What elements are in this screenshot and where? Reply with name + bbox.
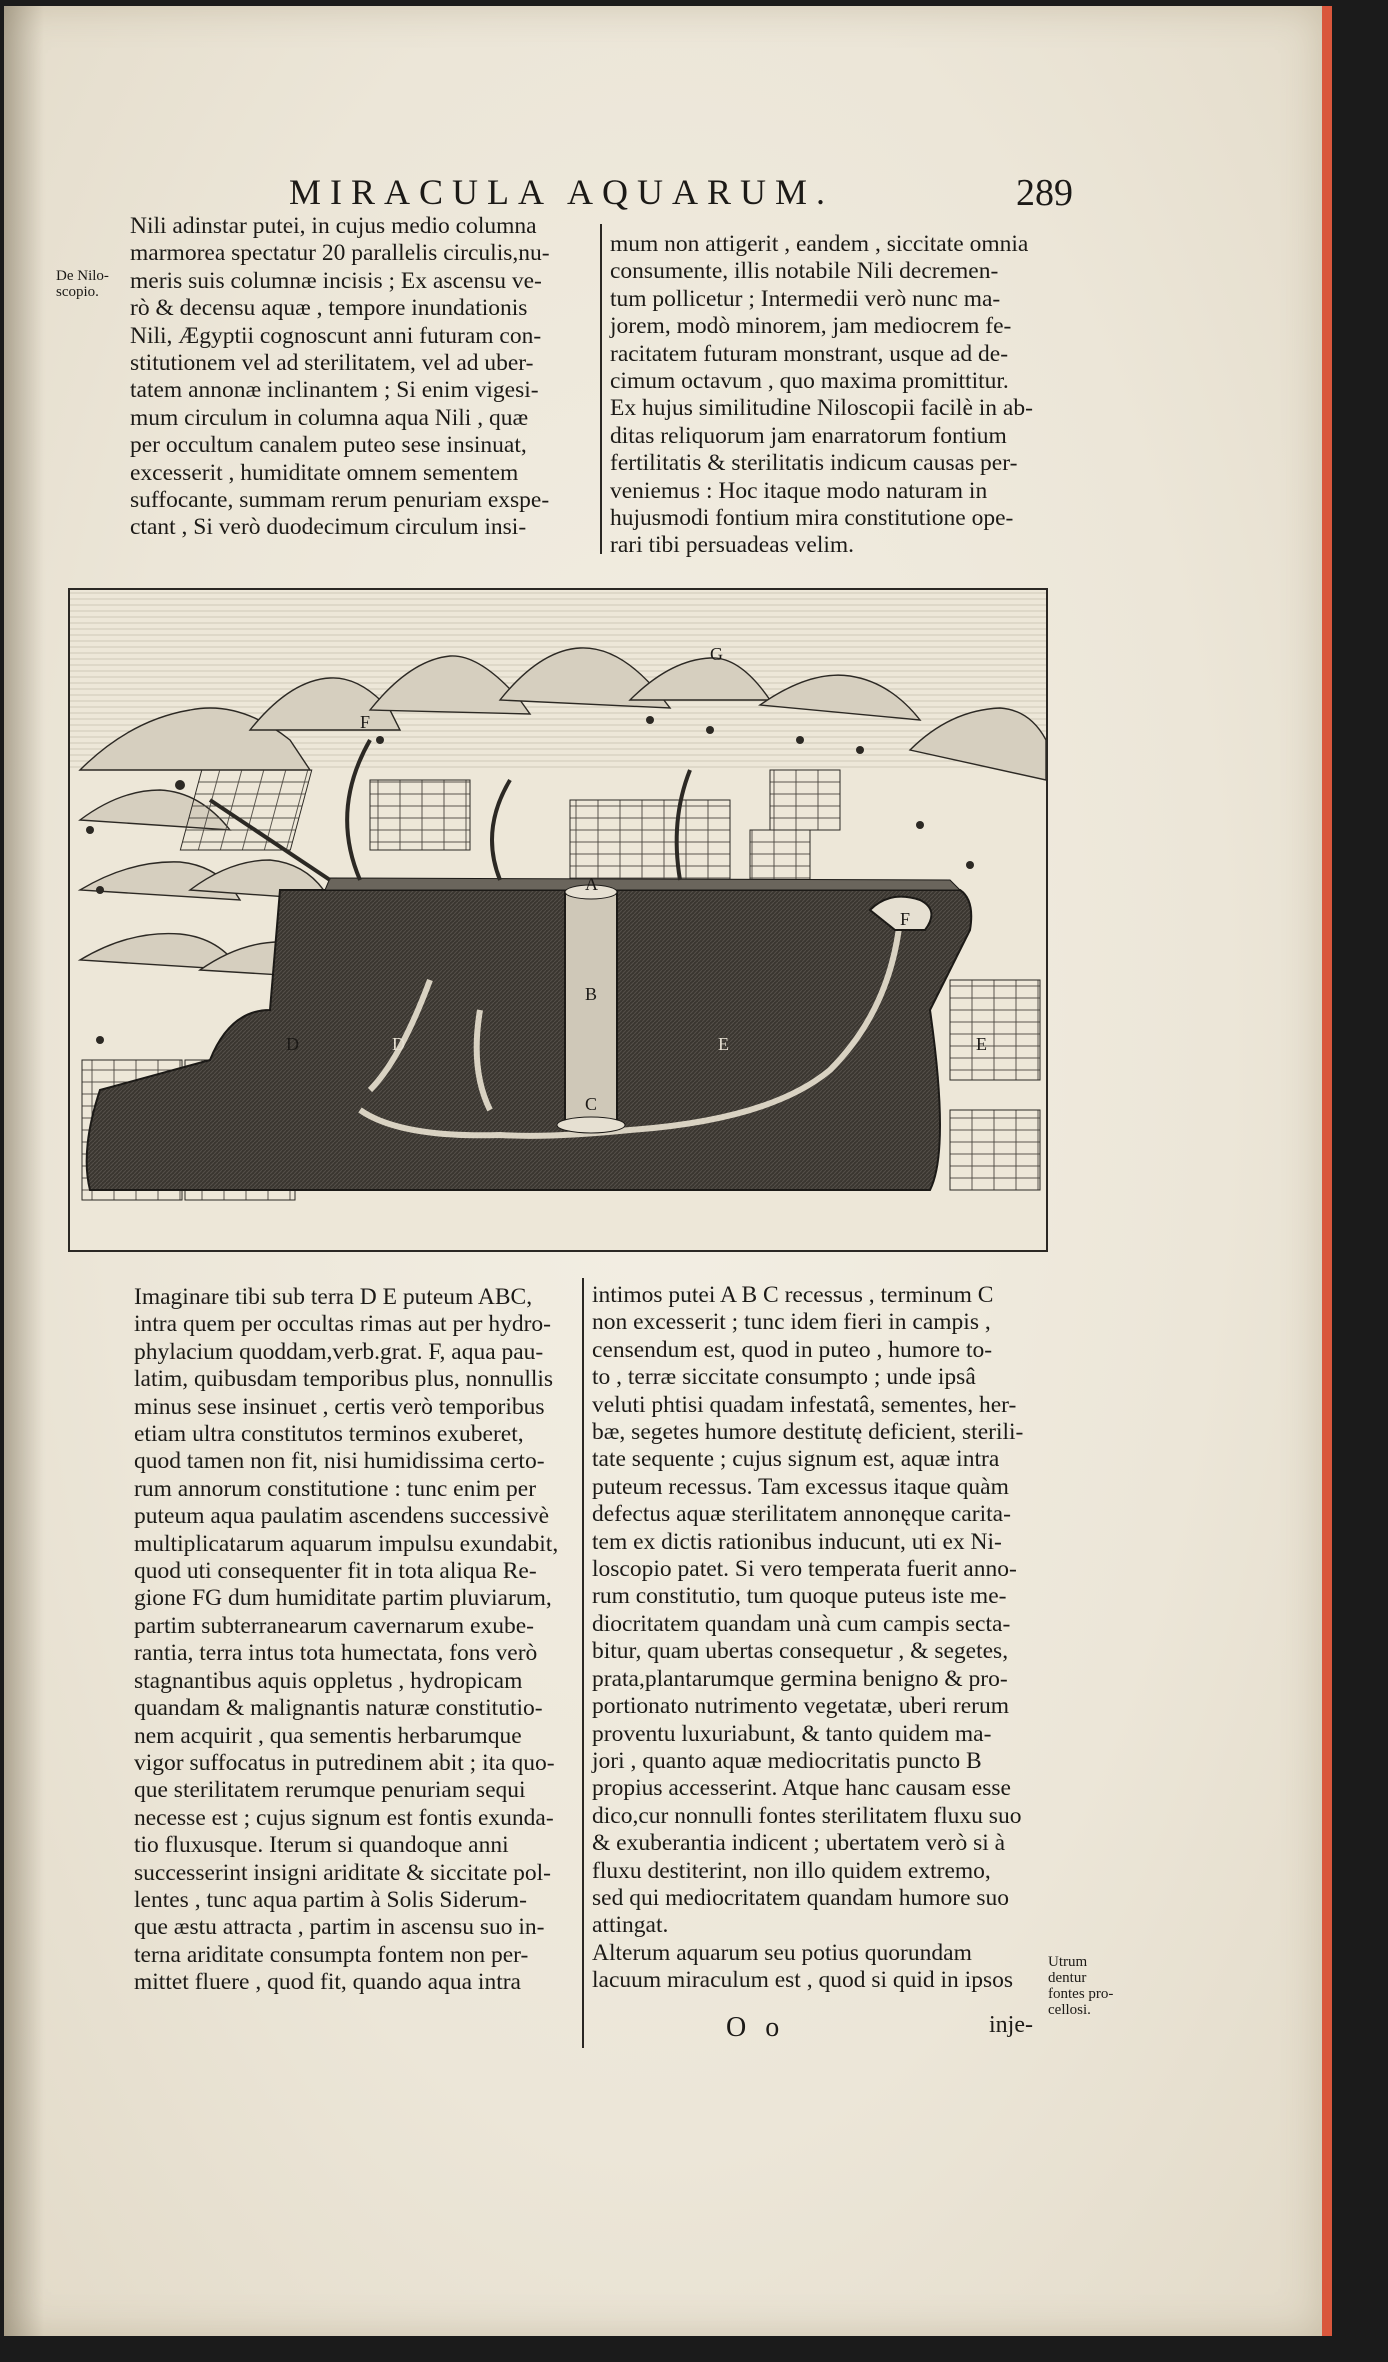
text-line: tate sequente ; cujus signum est, aquæ intra [592, 1446, 1000, 1473]
text-line: minus sese insinuet , certis verò temporibus [134, 1393, 545, 1420]
text-line: suffocante, summam rerum penuriam exspe- [130, 487, 550, 514]
text-line: necesse est ; cujus signum est fontis exunda- [134, 1804, 554, 1831]
text-line: prata,plantarumque germina benigno & pro- [592, 1665, 1008, 1692]
fig-label-b: B [585, 984, 598, 1004]
text-line: tio fluxusque. Iterum si quandoque anni [134, 1832, 509, 1859]
text-line: rari tibi persuadeas velim. [610, 532, 855, 559]
fig-label-g: G [710, 644, 723, 664]
text-line: stagnantibus aquis oppletus , hydropicam [134, 1667, 523, 1694]
text-line: rum annorum constitutione : tunc enim per [134, 1475, 537, 1502]
text-line: propius accesserint. Atque hanc causam esse [592, 1775, 1011, 1802]
text-line: vigor suffocatus in putredinem abit ; ita quo- [134, 1749, 555, 1776]
text-line: veniemus : Hoc itaque modo naturam in [610, 477, 988, 504]
text-line: Ex hujus similitudine Niloscopii facilè in ab- [610, 395, 1033, 422]
running-head: MIRACULA AQUARUM. [289, 172, 835, 212]
text-line: mum non attigerit , eandem , siccitate omnia [610, 231, 1029, 257]
text-line: attingat. [592, 1912, 669, 1939]
text-line: quandam & malignantis naturæ constitutio- [134, 1695, 543, 1722]
text-line: sed qui mediocritatem quandam humore suo [592, 1884, 1010, 1911]
text-line: per occultum canalem puteo sese insinuat, [130, 432, 527, 459]
text-line: successerint insigni ariditate & siccitate pol- [134, 1859, 551, 1886]
text-line: mittet fluere , quod fit, quando aqua intra [134, 1969, 521, 1996]
fig-label-f-reservoir: F [900, 909, 911, 929]
text-line: intimos putei A B C recessus , terminum C [592, 1282, 994, 1308]
text-column-top-left [130, 213, 588, 542]
text-line: diocritatem quandam unà cum campis secta- [592, 1610, 1011, 1637]
text-line: quod tamen non fit, nisi humidissima certo- [134, 1448, 545, 1475]
text-line: que æstu attracta , partim in ascensu suo in- [134, 1914, 545, 1941]
text-line: bæ, segetes humore destitutę deficient, sterili- [592, 1419, 1024, 1446]
text-line: rum constitutio, tum quoque puteus iste me- [592, 1583, 1007, 1610]
fig-label-f-region: F [360, 712, 371, 732]
marginal-line: scopio. [56, 284, 99, 300]
text-line: & exuberantia indicent ; ubertatem verò si à [592, 1830, 1006, 1857]
text-line: racitatem futuram monstrant, usque ad de- [610, 340, 1009, 367]
page-number: 289 [1016, 172, 1073, 214]
text-column-bottom-right [592, 1282, 1048, 1995]
text-line: excesserit , humiditate omnem sementem [130, 459, 519, 486]
marginal-line: Utrum [1048, 1954, 1088, 1970]
engraving-svg [70, 590, 1046, 1250]
text-line: etiam ultra constitutos terminos exuberet, [134, 1421, 524, 1448]
fig-label-c: C [585, 1094, 598, 1114]
text-line: Nili, Ægyptii cognoscunt anni futuram con- [130, 322, 542, 349]
text-line: partim subterranearum cavernarum exube- [134, 1612, 534, 1639]
fig-label-d-outer: D [286, 1034, 299, 1054]
text-column-top-right [610, 231, 1070, 560]
text-line: stitutionem vel ad sterilitatem, vel ad uber- [130, 350, 534, 377]
text-line: intra quem per occultas rimas aut per hydro- [134, 1311, 551, 1338]
text-line: defectus aquæ sterilitatem annonęque carita- [592, 1501, 1011, 1528]
text-line: quod uti consequenter fit in tota aliqua Re- [134, 1558, 537, 1585]
text-column-bottom-left [134, 1284, 574, 1997]
marginal-line: fontes pro- [1048, 1986, 1114, 2002]
text-line: tatem annonæ inclinantem ; Si enim vigesi- [130, 377, 539, 404]
text-line: puteum recessus. Tam excessus itaque quàm [592, 1473, 1009, 1500]
text-line: latim, quibusdam temporibus plus, nonnullis [134, 1366, 554, 1393]
underground-earth [87, 890, 972, 1190]
text-line: nem acquirit , qua sementis herbarumque [134, 1722, 522, 1749]
niloscope-engraving [68, 588, 1048, 1252]
marginal-note-left [56, 268, 116, 300]
text-line: cimum octavum , quo maxima promittitur. [610, 368, 1009, 395]
text-line: Nili adinstar putei, in cujus medio columna [130, 213, 537, 239]
text-line: rò & decensu aquæ , tempore inundationis [130, 295, 528, 322]
marginal-line: dentur [1048, 1970, 1087, 1986]
fig-label-e-outer: E [976, 1034, 987, 1054]
text-line: hujusmodi fontium mira constitutione ope- [610, 505, 1014, 532]
text-line: portionato nutrimento vegetatæ, uberi rerum [592, 1693, 1010, 1720]
text-line: fluxu destiterint, non illo quidem extremo, [592, 1857, 991, 1884]
text-line: loscopio patet. Si vero temperata fuerit anno- [592, 1556, 1017, 1583]
text-line: tum pollicetur ; Intermedii verò nunc ma- [610, 285, 1001, 312]
text-line: multiplicatarum aquarum impulsu exundabit, [134, 1530, 559, 1557]
well-base [557, 1117, 625, 1133]
text-line: phylacium quoddam,verb.grat. F, aqua pau- [134, 1338, 544, 1365]
well-column [565, 892, 617, 1122]
text-line: meris suis columnæ incisis ; Ex ascensu ve- [130, 267, 542, 294]
text-line: que sterilitatem rerumque penuriam sequi [134, 1777, 526, 1804]
book-page [4, 6, 1332, 2336]
text-line: Alterum aquarum seu potius quorundam [592, 1939, 972, 1966]
marginal-note-right [1048, 1954, 1116, 2018]
text-line: Imaginare tibi sub terra D E puteum ABC, [134, 1284, 533, 1310]
column-rule [582, 1278, 584, 2048]
text-line: ctant , Si verò duodecimum circulum insi- [130, 514, 527, 541]
text-line: lentes , tunc aqua partim à Solis Siderum- [134, 1886, 527, 1913]
column-rule [600, 224, 602, 554]
text-line: dico,cur nonnulli fontes sterilitatem fluxu suo [592, 1802, 1022, 1829]
text-line: fertilitatis & sterilitatis indicum causas per- [610, 450, 1018, 477]
text-line: puteum aqua paulatim ascendens successivè [134, 1503, 550, 1530]
text-line: jori , quanto aquæ mediocritatis puncto B [592, 1747, 982, 1774]
text-line: veluti phtisi quadam infestatâ, sementes, her- [592, 1391, 1017, 1418]
text-line: jorem, modò minorem, jam mediocrem fe- [610, 313, 1012, 340]
ground-surface [325, 878, 960, 890]
fig-label-e-inner: E [718, 1034, 729, 1054]
text-line: terna ariditate consumpta fontem non per- [134, 1941, 529, 1968]
text-line: consumente, illis notabile Nili decremen- [610, 258, 999, 285]
marginal-line: De Nilo- [56, 268, 109, 284]
fig-label-d-inner: D [392, 1034, 405, 1054]
catchword: inje- [989, 2012, 1033, 2038]
text-line: marmorea spectatur 20 parallelis circulis,nu- [130, 240, 550, 267]
text-line: rantia, terra intus tota humectata, fons verò [134, 1640, 538, 1667]
text-line: proventu luxuriabunt, & tanto quidem ma- [592, 1720, 992, 1747]
text-line: bitur, quam ubertas consequetur , & segetes, [592, 1638, 1009, 1665]
text-line: lacuum miraculum est , quod si quid in ipsos [592, 1967, 1014, 1994]
text-line: censendum est, quod in puteo , humore to- [592, 1336, 993, 1363]
marginal-line: cellosi. [1048, 2002, 1091, 2018]
text-line: mum circulum in columna aqua Nili , quæ [130, 404, 529, 431]
text-line: tem ex dictis rationibus inducunt, uti ex Ni- [592, 1528, 1002, 1555]
text-line: ditas reliquorum jam enarratorum fontium [610, 422, 1007, 449]
signature-mark: O o [726, 2012, 786, 2043]
text-line: non excesserit ; tunc idem fieri in campis , [592, 1309, 991, 1336]
text-line: to , terræ siccitate consumpto ; unde ipsâ [592, 1364, 976, 1391]
fig-label-a: A [585, 874, 598, 894]
text-line: gione FG dum humiditate partim pluviarum, [134, 1585, 552, 1612]
